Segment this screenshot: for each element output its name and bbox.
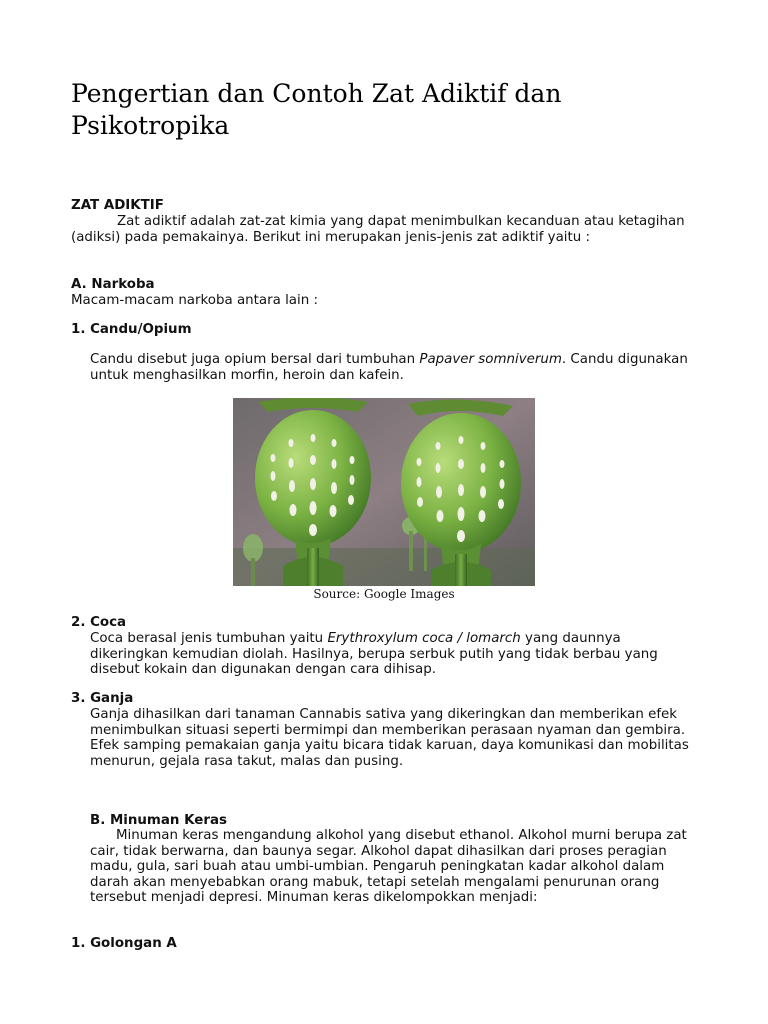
coca-text-before: Coca berasal jenis tumbuhan yaitu <box>90 631 328 646</box>
narkoba-heading: A. Narkoba <box>71 277 155 292</box>
coca-species: Erythroxylum coca / lomarch <box>327 631 521 646</box>
golongan-a-heading: 1. Golongan A <box>71 936 177 951</box>
coca-text-after: yang daunnya dikeringkan kemudian diolah. Hasilnya, berupa serbuk putih yang tidak berbau yang disebut kokain dan digunakan dengan cara dihisap. <box>90 631 658 677</box>
candu-paragraph <box>90 352 710 383</box>
image-caption: Source: Google Images <box>313 587 455 601</box>
zat-adiktif-paragraph: Zat adiktif adalah zat-zat kimia yang dapat menimbulkan kecanduan atau ketagihan (adiksi) pada pemakainya. Berikut ini merupakan jenis-jenis zat adiktif yaitu : <box>71 214 685 245</box>
minuman-keras-paragraph: Minuman keras mengandung alkohol yang disebut ethanol. Alkohol murni berupa zat cair, tidak berwarna, dan baunya segar. Alkohol dapat dihasilkan dari proses peragian madu, gula, sari buah atau umbi-umbian. Pengaruh peningkatan kadar alkohol dalam darah akan menyebabkan orang mabuk, tetapi setelah mengalami penurunan orang tersebut menjadi depresi. Minuman keras dikelompokkan menjadi: <box>90 828 687 905</box>
section-heading-zat-adiktif: ZAT ADIKTIF <box>71 198 164 213</box>
candu-heading: 1. Candu/Opium <box>71 322 192 337</box>
minuman-keras-heading: B. Minuman Keras <box>90 813 227 828</box>
coca-paragraph <box>90 631 700 678</box>
candu-text-after: . Candu digunakan untuk menghasilkan morfin, heroin dan kafein. <box>90 352 688 383</box>
candu-text-before: Candu disebut juga opium bersal dari tumbuhan <box>90 352 420 367</box>
narkoba-intro: Macam-macam narkoba antara lain : <box>71 293 318 308</box>
candu-species: Papaver somniverum <box>419 352 562 367</box>
ganja-paragraph: Ganja dihasilkan dari tanaman Cannabis sativa yang dikeringkan dan memberikan efek menimbulkan situasi seperti bermimpi dan memberikan perasaan nyaman dan gembira. Efek samping pemakaian ganja yaitu bicara tidak karuan, daya komunikasi dan mobilitas menurun, gejala rasa takut, malas dan pusing. <box>90 707 689 769</box>
ganja-heading: 3. Ganja <box>71 691 134 706</box>
document-title: Pengertian dan Contoh Zat Adiktif dan Psikotropika <box>71 79 562 140</box>
poppy-pods-illustration <box>233 398 535 586</box>
coca-heading: 2. Coca <box>71 615 127 630</box>
poppy-pods-photo <box>233 398 535 586</box>
